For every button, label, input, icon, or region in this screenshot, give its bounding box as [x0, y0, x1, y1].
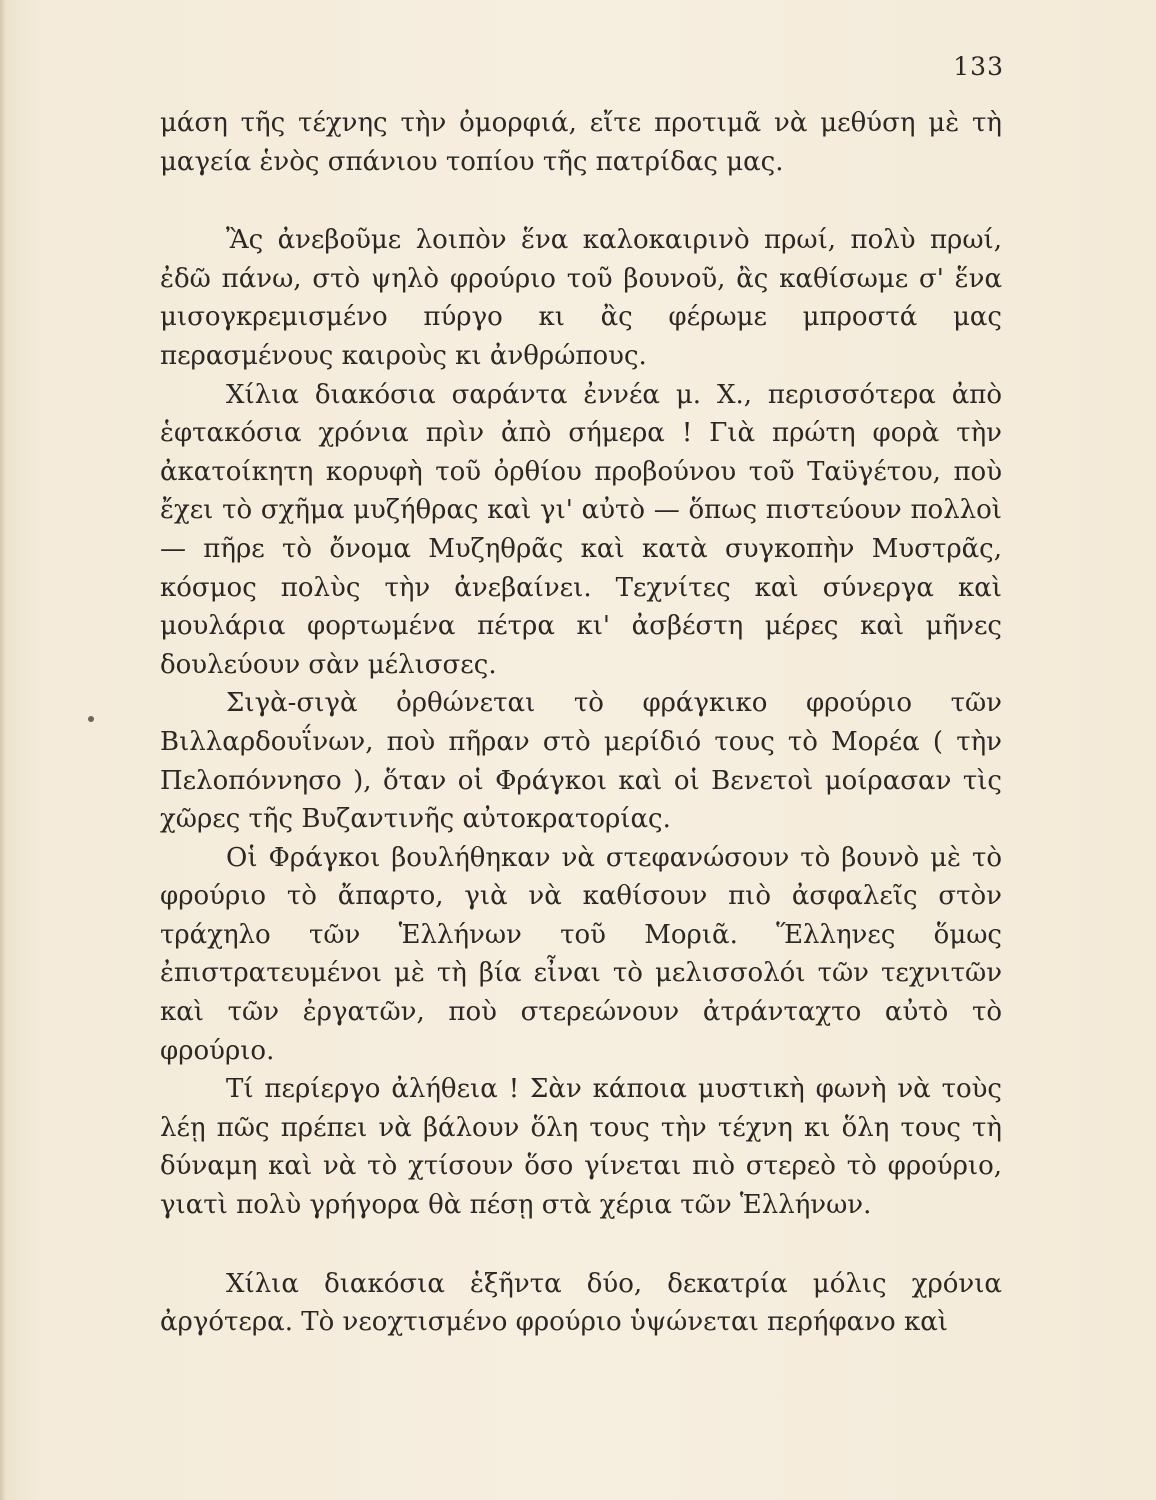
paragraph: Χίλια διακόσια σαράντα ἐννέα μ. Χ., περισσότερα ἀπὸ ἑφτακόσια χρόνια πρὶν ἀπὸ σήμερα ! Γιὰ πρώτη φορὰ τὴν ἀκατοίκητη κορυφὴ τοῦ ὀρθίου προβούνου τοῦ Ταϋγέτου, ποὺ ἔχει τὸ σχῆμα μυζήθρας καὶ γι' αὐτὸ — ὅπως πιστεύουν πολλοὶ — πῆρε τὸ ὄνομα Μυζηθρᾶς καὶ κατὰ συγκοπὴν Μυστρᾶς, κόσμος πολὺς τὴν ἀνεβαίνει. Τεχνίτες καὶ σύνεργα καὶ μουλάρια φορτωμένα πέτρα κι' ἀσβέστη μέρες καὶ μῆνες δουλεύουν σὰν μέλισσες.: [160, 379, 1002, 680]
paragraph: Τί περίεργο ἀλήθεια ! Σὰν κάποια μυστικὴ φωνὴ νὰ τοὺς λέῃ πῶς πρέπει νὰ βάλουν ὅλη τους τὴν τέχνη κι ὅλη τους τὴ δύναμη καὶ νὰ τὸ χτίσουν ὅσο γίνεται πιὸ στερεὸ τὸ φρούριο, γιατὶ πολὺ γρήγορα θὰ πέσῃ στὰ χέρια τῶν Ἑλλήνων.: [160, 1074, 1002, 1221]
paragraph: Χίλια διακόσια ἑξῆντα δύο, δεκατρία μόλις χρόνια ἀργότερα. Τὸ νεοχτισμένο φρούριο ὑψώνεται περήφανο καὶ: [160, 1268, 1002, 1338]
print-speck: [88, 716, 94, 722]
paragraph-continuation: μάση τῆς τέχνης τὴν ὀμορφιά, εἴτε προτιμᾶ νὰ μεθύση μὲ τὴ μαγεία ἑνὸς σπάνιου τοπίου τῆς πατρίδας μας.: [160, 108, 1002, 177]
page-body-text: [160, 104, 1002, 1342]
page-binding-shadow: [0, 0, 6, 1500]
paragraph: Σιγὰ-σιγὰ ὀρθώνεται τὸ φράγκικο φρούριο τῶν Βιλλαρδουΐνων, ποὺ πῆραν στὸ μερίδιό τους τὸ Μορέα ( τὴν Πελοπόννησο ), ὅταν οἱ Φράγκοι καὶ οἱ Βενετοὶ μοίρασαν τὶς χῶρες τῆς Βυζαντινῆς αὐτοκρατορίας.: [160, 688, 1002, 835]
page-number: 133: [953, 52, 1004, 81]
paragraph: Οἱ Φράγκοι βουλήθηκαν νὰ στεφανώσουν τὸ βουνὸ μὲ τὸ φρούριο τὸ ἄπαρτο, γιὰ νὰ καθίσουν πιὸ ἀσφαλεῖς στὸν τράχηλο τῶν Ἑλλήνων τοῦ Μοριᾶ. Ἕλληνες ὅμως ἐπιστρατευμένοι μὲ τὴ βία εἶναι τὸ μελισσολόι τῶν τεχνιτῶν καὶ τῶν ἐργατῶν, ποὺ στερεώνουν ἀτράνταχτο αὐτὸ τὸ φρούριο.: [160, 842, 1002, 1066]
paragraph: Ἂς ἀνεβοῦμε λοιπὸν ἕνα καλοκαιρινὸ πρωί, πολὺ πρωί, ἐδῶ πάνω, στὸ ψηλὸ φρούριο τοῦ βουνοῦ, ἂς καθίσωμε σ' ἕνα μισογκρεμισμένο πύργο κι ἂς φέρωμε μπροστά μας περασμένους καιροὺς κι ἀνθρώπους.: [160, 225, 1002, 371]
